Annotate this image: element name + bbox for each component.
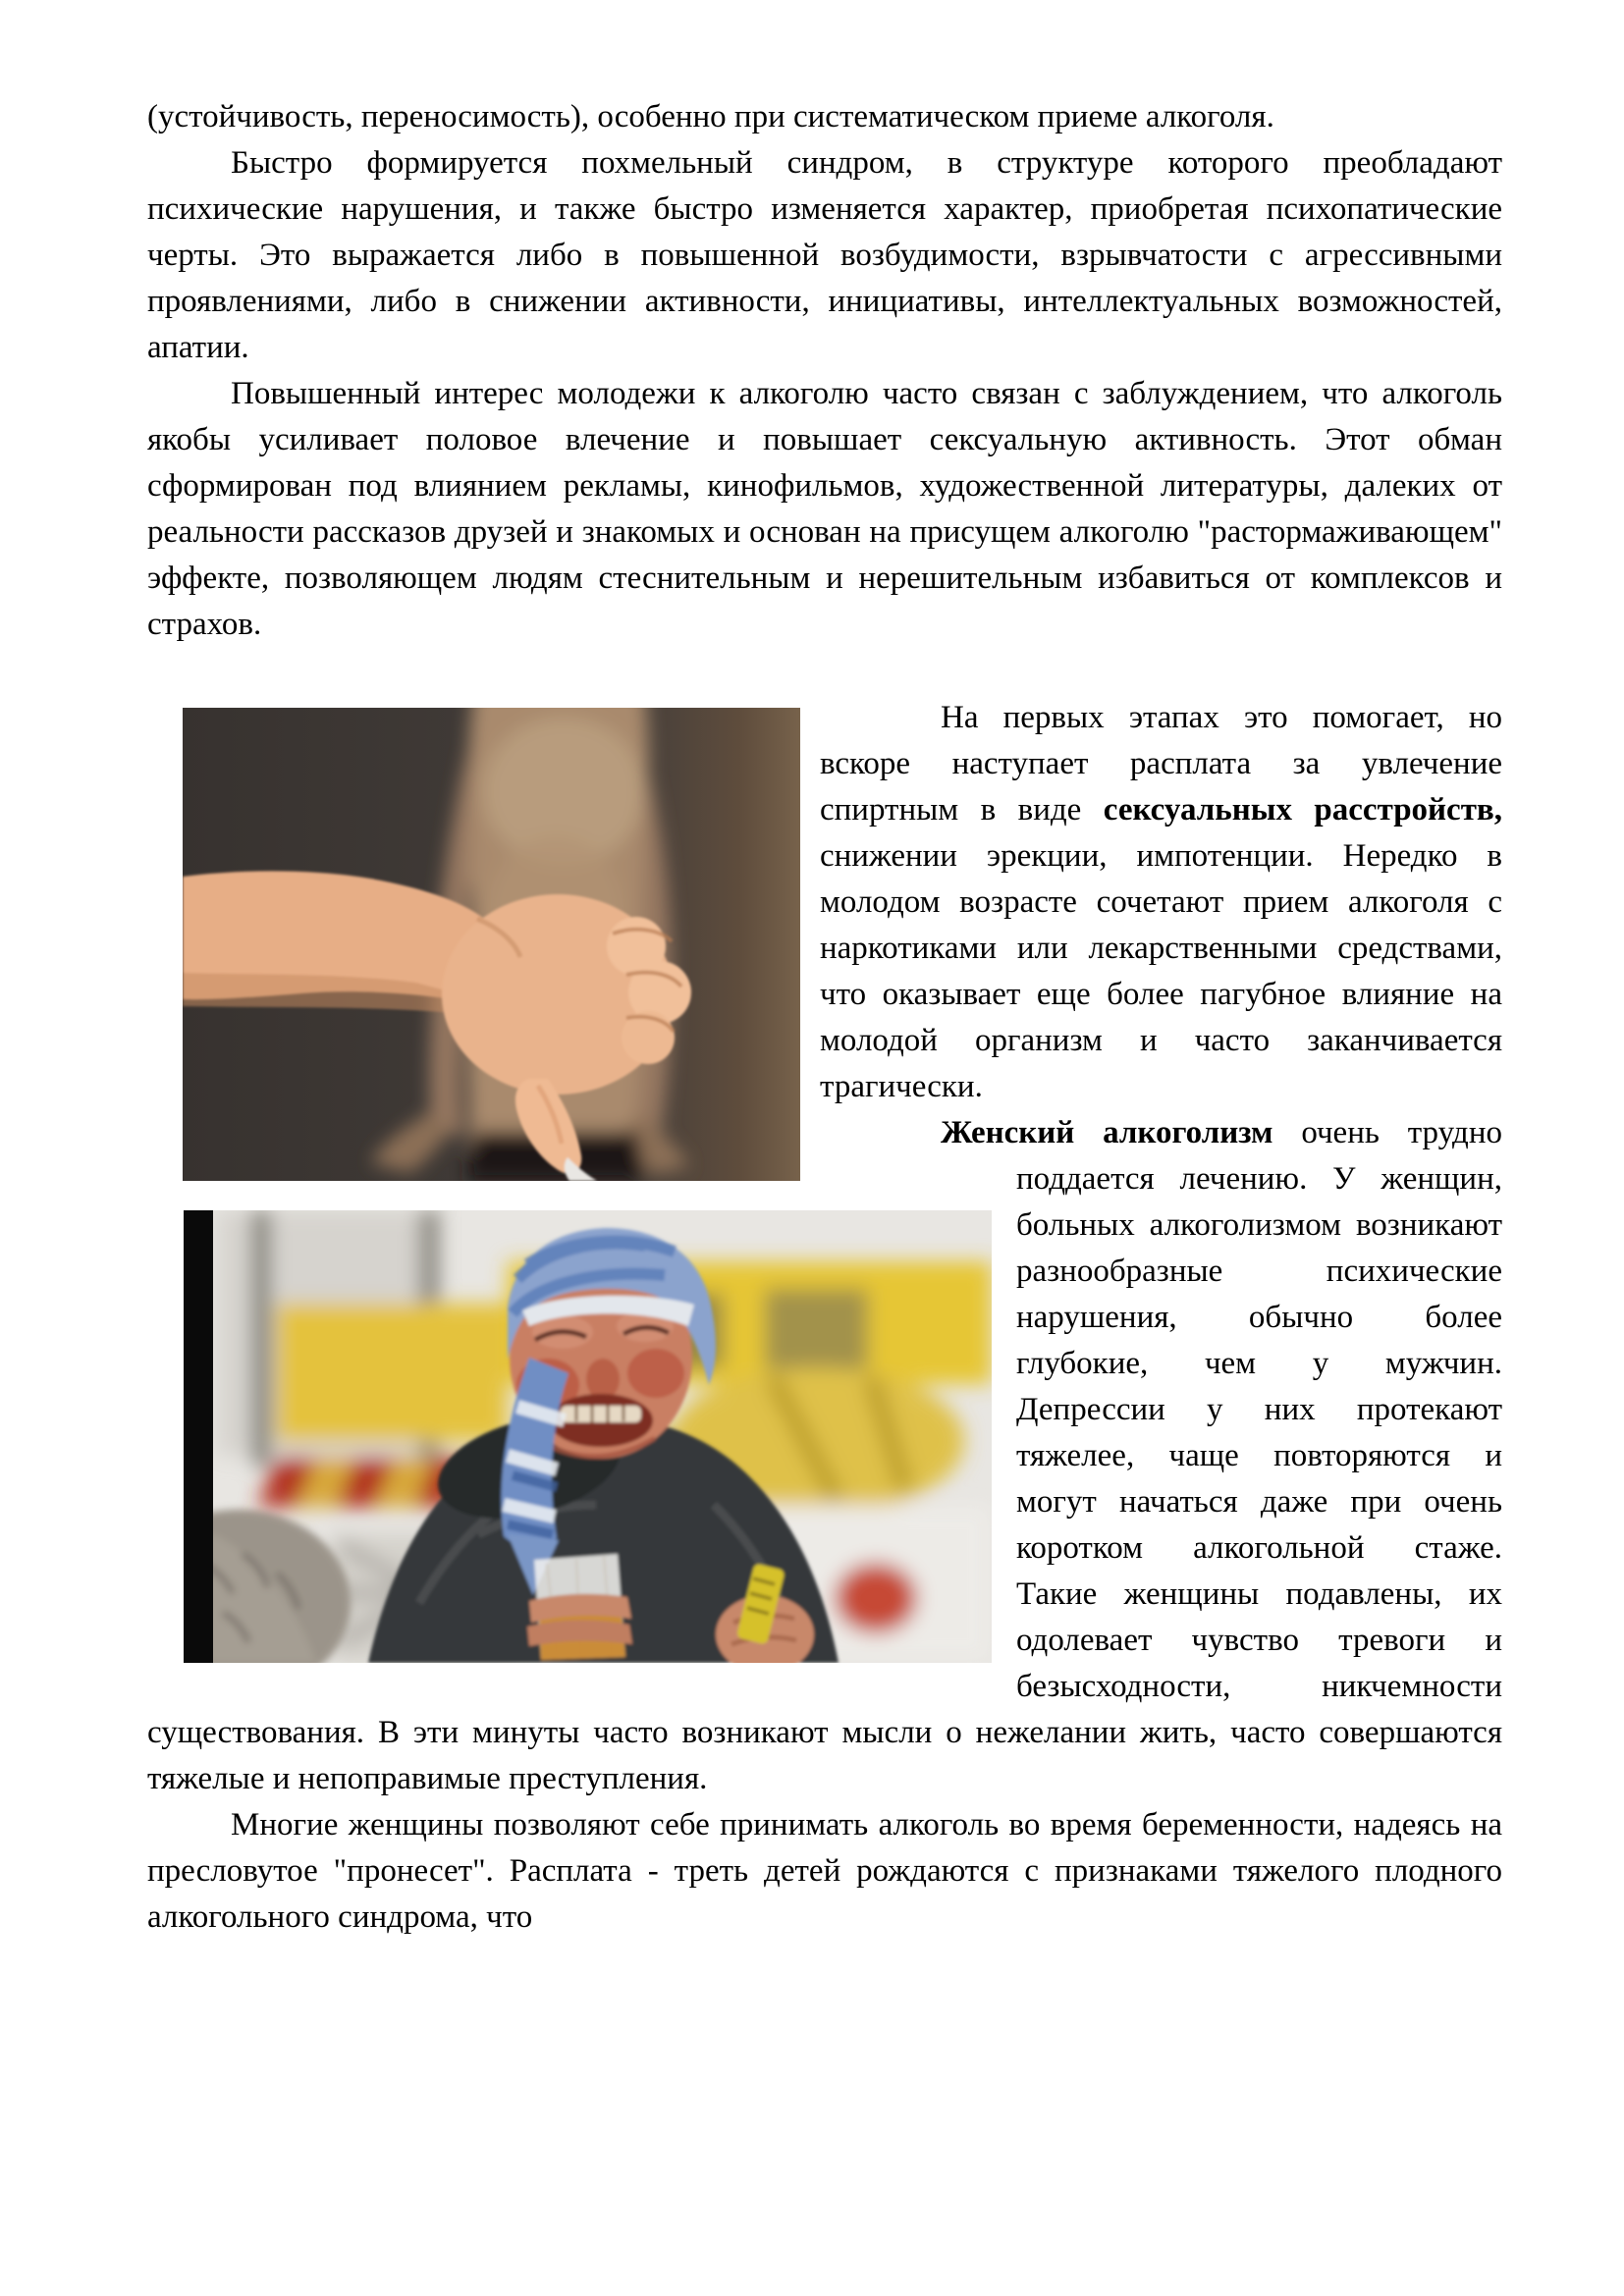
thumbs-down-photo-graphic bbox=[183, 708, 800, 1181]
thumbs-down-photo bbox=[183, 708, 800, 1181]
female-alcoholism-body: трудно поддается лечению. У женщин, больных алкоголизмом возникают разнообразные психические нарушения, обычно более глубокие, чем у мужчин. Депрессии у них протекают тяжелее, чаще повторяются и могут начаться даже при очень коротком алкогольной стаже. Такие женщины подавлены, их одолевает чувство тревоги и безысходности, никчемности существования. В эти минуты часто возникают мысли о нежелании жить, часто совершаются тяжелые и непоправимые преступления. bbox=[147, 1115, 1502, 1796]
drunk-woman-photo bbox=[184, 1210, 992, 1663]
paragraph-youth-interest: Повышенный интерес молодежи к алкоголю часто связан с заблуждением, что алкоголь якобы усиливает половое влечение и повышает сексуальную активность. Этот обман сформирован под влиянием рекламы, кинофильмов, художественной литературы, далеких от реальности рассказов друзей и знакомых и основан на присущем алкоголю "растормаживающем" эффекте, позволяющем людям стеснительным и нерешительным избавиться от комплексов и страхов. bbox=[147, 376, 1502, 642]
photo2-black-strip bbox=[184, 1210, 213, 1663]
drunk-woman-photo-graphic bbox=[184, 1210, 992, 1663]
female-alcoholism-lead: Женский алкоголизм очень bbox=[941, 1115, 1380, 1150]
paragraph-tolerance: (устойчивость, переносимость), особенно при систематическом приеме алкоголя. bbox=[147, 99, 1274, 134]
paragraph-female-alcoholism bbox=[147, 1110, 1502, 1802]
paragraph-sexual-disorders: На первых этапах это помогает, но вскоре наступает расплата за увлечение спиртным в виде сексуальных расстройств, снижении эрекции, импотенции. Нередко в молодом возрасте сочетают прием алкоголя с наркотиками или лекарственными средствами, что оказывает еще более пагубное влияние на молодой организм и часто заканчивается трагически. bbox=[820, 700, 1502, 1104]
hand-with-cup bbox=[527, 1554, 632, 1660]
paragraph-pregnancy: Многие женщины позволяют себе принимать алкоголь во время беременности, надеясь на пресловутое "пронесет". Расплата - треть детей рождаются с признаками тяжелого плодного алкогольного синдрома, что bbox=[147, 1807, 1502, 1935]
paragraph-hangover-syndrome: Быстро формируется похмельный синдром, в структуре которого преобладают психические нарушения, и также быстро изменяется характер, приобретая психопатические черты. Это выражается либо в повышенной возбудимости, взрывчатости с агрессивными проявлениями, либо в снижении активности, инициативы, интеллектуальных возможностей, апатии. bbox=[147, 145, 1502, 365]
